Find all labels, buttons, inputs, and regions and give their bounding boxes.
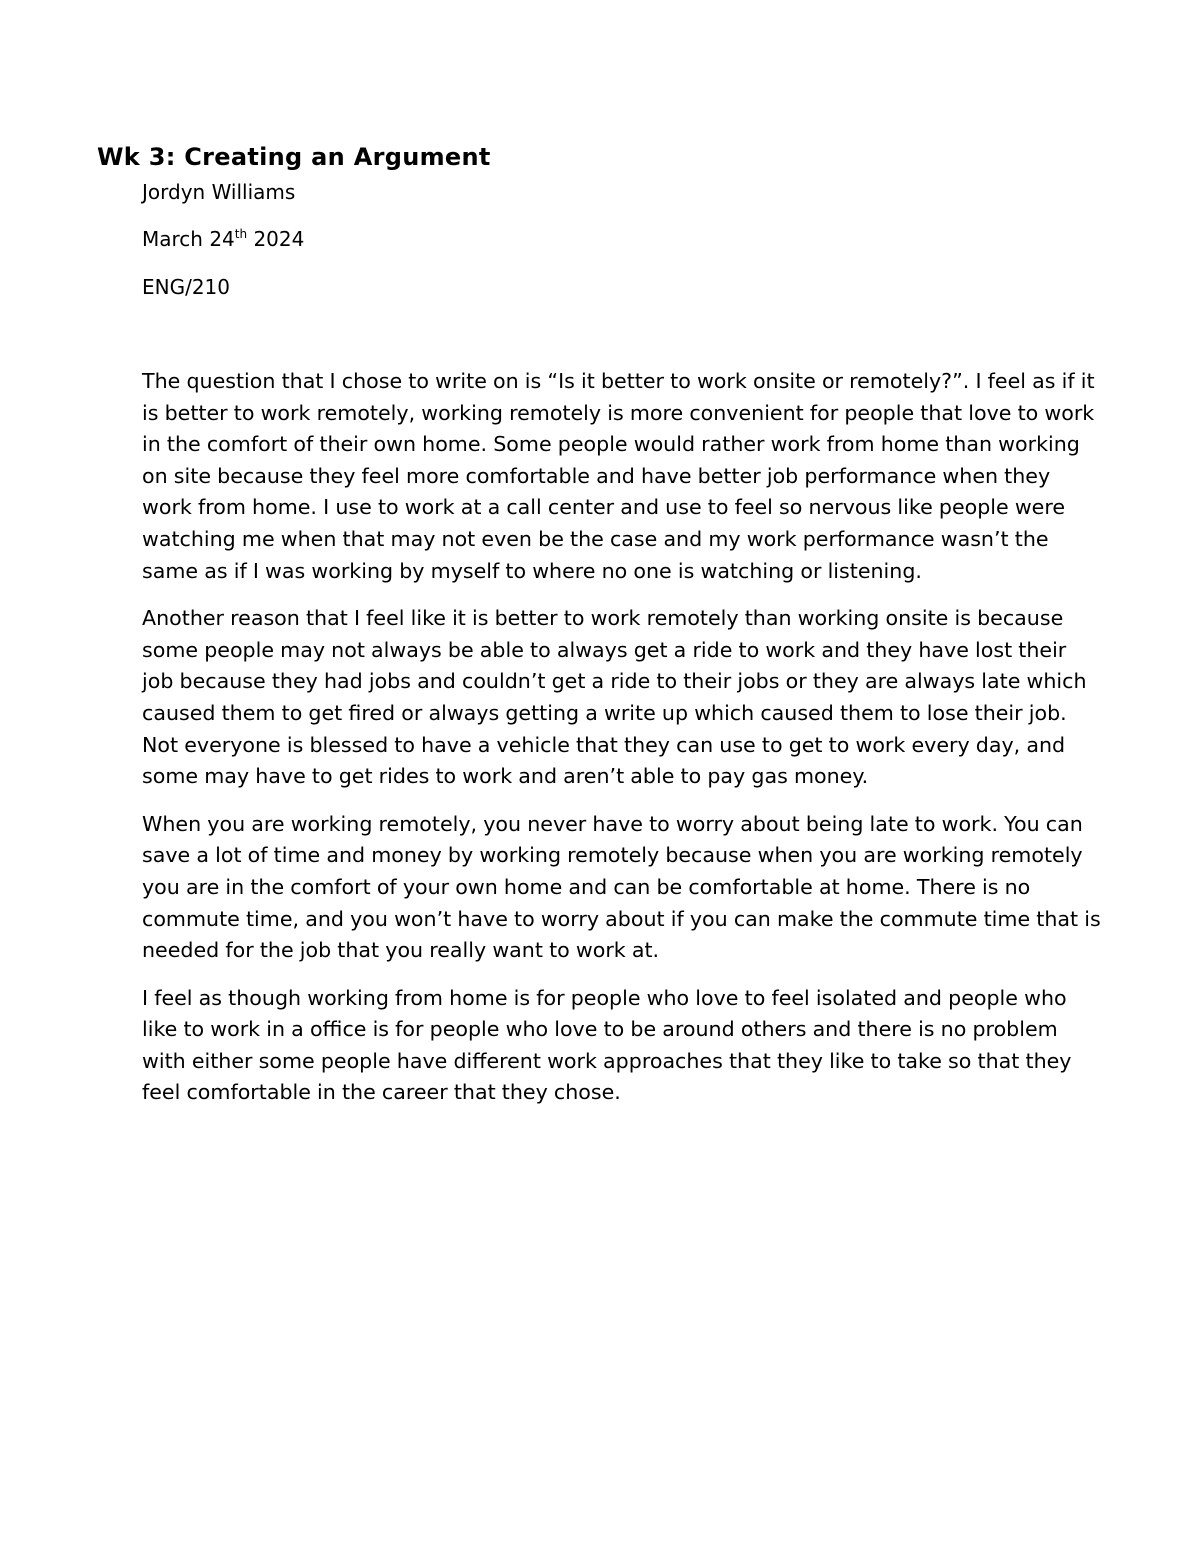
essay-body (142, 366, 1102, 1125)
date-year: 2024 (247, 227, 305, 251)
date-ordinal-suffix: th (234, 227, 248, 241)
essay-paragraph-1: The question that I chose to write on is “Is it better to work onsite or remotely?”. I feel as if it is better to work remotely, working remotely is more convenient for people that love to work in the comfort of their own home. Some people would rather work from home than working on site because they feel more comfortable and have better job performance when they work from home. I use to work at a call center and use to feel so nervous like people were watching me when that may not even be the case and my work performance wasn’t the same as if I was working by myself to where no one is watching or listening. (142, 369, 1095, 583)
essay-paragraph-4: I feel as though working from home is for people who love to feel isolated and people who like to work in a office is for people who love to be around others and there is no problem with either some people have different work approaches that they like to take so that they feel comfortable in the career that they chose. (142, 985, 1072, 1105)
course-code: ENG/210 (142, 275, 231, 299)
author-name: Jordyn Williams (142, 180, 296, 204)
essay-paragraph-2: Another reason that I feel like it is better to work remotely than working onsite is because some people may not always be able to always get a ride to work and they have lost their job because they had jobs and couldn’t get a ride to their jobs or they are always late which caused them to get fired or always getting a write up which caused them to lose their job. Not everyone is blessed to have a vehicle that they can use to get to work every day, and some may have to get rides to work and aren’t able to pay gas money. (142, 606, 1087, 789)
document-title: Wk 3: Creating an Argument (97, 143, 491, 171)
document-date (142, 224, 304, 254)
essay-paragraph-3: When you are working remotely, you never have to worry about being late to work. You can save a lot of time and money by working remotely because when you are working remotely you are in the comfort of your own home and can be comfortable at home. There is no commute time, and you won’t have to worry about if you can make the commute time that is needed for the job that you really want to work at. (142, 811, 1101, 963)
date-month-day: March 24 (142, 227, 235, 251)
